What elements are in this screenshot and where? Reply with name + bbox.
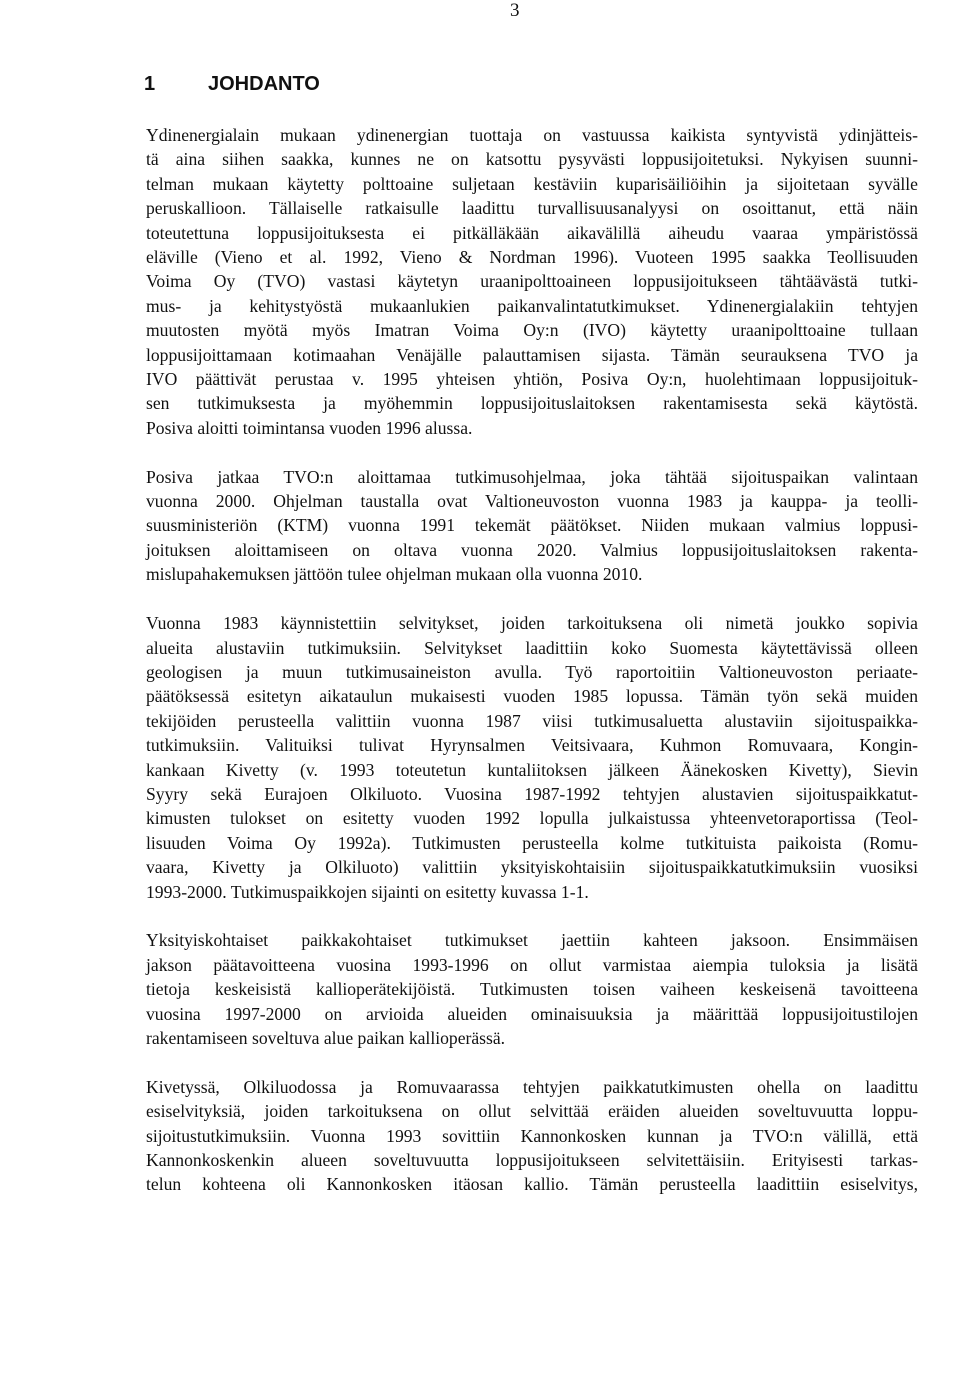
text-line: peruskallioon. Tällaiselle ratkaisulle laadittu turvallisuusanalyysi on osoittanut, että näin bbox=[146, 198, 918, 219]
text-line: 1993-2000. Tutkimuspaikkojen sijainti on esitetty kuvassa 1-1. bbox=[146, 881, 589, 902]
text-line: mus- ja kehitystyöstä mukaanlukien paikanvalintatutkimukset. Ydinenergialakiin tehtyjen bbox=[146, 295, 918, 316]
text-line: kimusten tulokset on esitetty vuoden 1992 lopulla julkaistussa yhteenvetoraportissa (Teol- bbox=[146, 808, 918, 829]
text-line: alueita alustaviin tutkimuksiin. Selvitykset laadittiin koko Suomesta käytettävissä olleen bbox=[146, 637, 918, 658]
text-line: Yksityiskohtaiset paikkakohtaiset tutkimukset jaettiin kahteen jaksoon. Ensimmäisen bbox=[146, 930, 918, 951]
text-line: sijoitustutkimuksiin. Vuonna 1993 sovittiin Kannonkosken kunnan ja TVO:n välillä, että bbox=[146, 1125, 918, 1146]
text-line: IVO päättivät perustaa v. 1995 yhteisen yhtiön, Posiva Oy:n, huolehtimaan loppusijoituk- bbox=[146, 369, 918, 390]
text-line: Ydinenergialain mukaan ydinenergian tuottaja on vastuussa kaikista syntyvistä ydinjätteis- bbox=[146, 125, 918, 145]
text-line: Syyry sekä Eurajoen Olkiluoto. Vuosina 1987-1992 tehtyjen alustavien sijoituspaikkatut- bbox=[146, 783, 918, 804]
section-number: 1 bbox=[144, 73, 156, 95]
text-line: Kivetyssä, Olkiluodossa ja Romuvaarassa tehtyjen paikkatutkimusten ohella on laadittu bbox=[146, 1076, 918, 1097]
text-line: Posiva jatkaa TVO:n aloittamaa tutkimusohjelmaa, joka tähtää sijoituspaikan valintaan bbox=[146, 466, 918, 487]
text-line: Voima Oy (TVO) vastasi käytetyn uraanipolttoaineen loppusijoitukseen tähtäävästä tutki- bbox=[146, 271, 918, 292]
section-heading bbox=[144, 71, 320, 97]
paragraph-introduction bbox=[146, 123, 918, 440]
paragraph-site-selection bbox=[146, 611, 918, 904]
text-line: esiselvityksiä, joiden tarkoituksena on ollut selvittää eräiden alueiden soveltuvuutta loppu- bbox=[146, 1101, 918, 1122]
text-line: joituksen aloittamiseen on oltava vuonna 2020. Valmius loppusijoituslaitoksen rakenta- bbox=[146, 539, 918, 560]
text-line: vaara, Kivetty ja Olkiluoto) valittiin yksityiskohtaisiin sijoituspaikkatutkimuksiin vuosiksi bbox=[146, 857, 918, 878]
text-line: rakentamiseen soveltuva alue paikan kallioperässä. bbox=[146, 1027, 506, 1048]
text-line: telun kohteena oli Kannonkosken itäosan kallio. Tämän perusteella laadittiin esiselvitys, bbox=[146, 1174, 918, 1195]
text-line: sen tutkimuksesta ja myöhemmin loppusijoituslaitoksen rakentamisesta sekä käytöstä. bbox=[146, 393, 918, 414]
text-line: toteutettuna loppusijoituksesta ei pitkälläkään aikavälillä aiheudu vaaraa ympäristössä bbox=[146, 222, 918, 243]
text-line: Vuonna 1983 käynnistettiin selvitykset, joiden tarkoituksena oli nimetä joukko sopivia bbox=[146, 613, 918, 634]
text-line: tutkimuksiin. Valituiksi tulivat Hyrynsalmen Veitsivaara, Kuhmon Romuvaara, Kongin- bbox=[146, 735, 918, 756]
text-line: jakson päätavoitteena vuosina 1993-1996 on ollut varmistaa aiempia tuloksia ja lisätä bbox=[146, 954, 918, 975]
body-text bbox=[146, 123, 918, 1197]
paragraph-research-program bbox=[146, 465, 918, 587]
page-number: 3 bbox=[510, 0, 520, 21]
text-line: vuonna 2000. Ohjelman taustalla ovat Valtioneuvoston vuonna 1983 ja kauppa- ja teolli- bbox=[146, 491, 918, 512]
text-line: tä aina siihen saakka, kunnes ne on katsottu pysyvästi loppusijoitetuksi. Nykyisen suunni- bbox=[146, 149, 918, 170]
text-line: telman mukaan käytetty polttoaine suljetaan kestäviin kuparisäiliöihin ja sijoitetaan syvälle bbox=[146, 173, 918, 194]
text-line: loppusijoittamaan kotimaahan Venäjälle palauttamisen sijasta. Tämän seurauksena TVO ja bbox=[146, 344, 918, 365]
text-line: tietoja keskeisistä kallioperätekijöistä. Tutkimusten toisen vaiheen keskeisenä tavoitteena bbox=[146, 979, 918, 1000]
text-line: geologisen ja muun tutkimusaineiston avulla. Työ raportoitiin Valtioneuvoston periaate- bbox=[146, 661, 918, 682]
text-line: vuosina 1997-2000 on arvioida alueiden ominaisuuksia ja määrittää loppusijoitustilojen bbox=[146, 1003, 918, 1024]
text-line: kankaan Kivetty (v. 1993 toteutetun kuntaliitoksen jälkeen Äänekosken Kivetty), Sievin bbox=[146, 759, 918, 780]
text-line: mislupahakemuksen jättöön tulee ohjelman mukaan olla vuonna 2010. bbox=[146, 564, 643, 585]
text-line: suusministeriön (KTM) vuonna 1991 tekemät päätökset. Niiden mukaan valmius loppusi- bbox=[146, 515, 918, 536]
paragraph-preliminary-surveys bbox=[146, 1075, 918, 1197]
text-line: Posiva aloitti toimintansa vuoden 1996 alussa. bbox=[146, 417, 473, 438]
text-line: Kannonkoskenkin alueen soveltuvuutta loppusijoitukseen selvitettäisiin. Erityisesti tarkas- bbox=[146, 1150, 918, 1170]
section-title: JOHDANTO bbox=[208, 73, 320, 95]
text-line: päätöksessä esitetyn aikataulun mukaisesti vuoden 1985 lopussa. Tämän työn sekä muiden bbox=[146, 686, 918, 707]
text-line: lisuuden Voima Oy 1992a). Tutkimusten perusteella kolme tutkituista paikoista (Romu- bbox=[146, 832, 918, 853]
text-line: muutosten myötä myös Imatran Voima Oy:n (IVO) käytetty uraanipolttoaine tullaan bbox=[146, 320, 918, 341]
text-line: tekijöiden perusteella valittiin vuonna 1987 viisi tutkimusaluetta alustaviin sijoituspaikka- bbox=[146, 710, 918, 731]
text-line: eläville (Vieno et al. 1992, Vieno & Nordman 1996). Vuoteen 1995 saakka Teollisuuden bbox=[146, 247, 918, 268]
paragraph-detailed-studies bbox=[146, 928, 918, 1050]
